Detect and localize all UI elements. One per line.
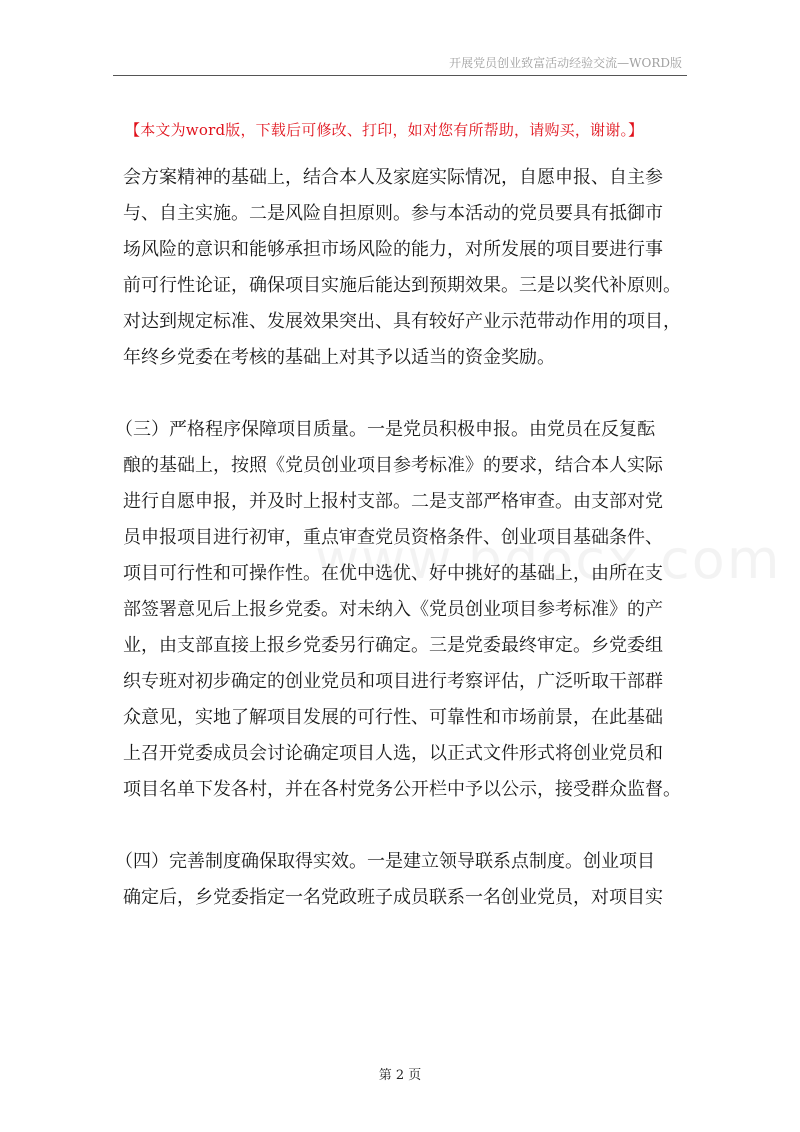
text-line: 员申报项目进行初审，重点审查党员资格条件、创业项目基础条件、 [123, 527, 663, 548]
text-line: 业，由支部直接上报乡党委另行确定。三是党委最终审定。乡党委组 [123, 635, 663, 656]
text-line: 酿的基础上，按照《党员创业项目参考标准》的要求，结合本人实际 [123, 455, 663, 476]
paragraph-gap [123, 808, 688, 844]
text-line: （三）严格程序保障项目质量。一是党员积极申报。由党员在反复酝 [115, 419, 655, 440]
text-line: 与、自主实施。二是风险自担原则。参与本活动的党员要具有抵御市 [123, 203, 663, 224]
header-divider [113, 75, 687, 76]
text-line: 项目可行性和可操作性。在优中选优、好中挑好的基础上，由所在支 [123, 563, 663, 584]
paragraph [115, 844, 688, 916]
running-header: 开展党员创业致富活动经验交流—WORD版 [449, 56, 682, 70]
paragraph [123, 160, 688, 376]
text-line: 上召开党委成员会讨论确定项目人选，以正式文件形式将创业党员和 [123, 743, 663, 764]
page-number: 第 2 页 [378, 1068, 422, 1083]
text-line: 部签署意见后上报乡党委。对未纳入《党员创业项目参考标准》的产 [123, 599, 663, 620]
paragraph [115, 412, 688, 808]
download-notice: 【本文为word版，下载后可修改、打印，如对您有所帮助，请购买，谢谢。】 [125, 121, 644, 139]
text-line: 项目名单下发各村，并在各村党务公开栏中予以公示，接受群众监督。 [123, 779, 681, 800]
text-line: 进行自愿申报，并及时上报村支部。二是支部严格审查。由支部对党 [123, 491, 663, 512]
paragraph-gap [123, 376, 688, 412]
text-line: 年终乡党委在考核的基础上对其予以适当的资金奖励。 [123, 347, 555, 368]
text-line: 众意见，实地了解项目发展的可行性、可靠性和市场前景，在此基础 [123, 707, 663, 728]
text-line: 对达到规定标准、发展效果突出、具有较好产业示范带动作用的项目， [123, 311, 681, 332]
watermark [315, 528, 781, 591]
text-line: 前可行性论证，确保项目实施后能达到预期效果。三是以奖代补原则。 [123, 275, 681, 296]
text-line: 确定后，乡党委指定一名党政班子成员联系一名创业党员，对项目实 [123, 887, 663, 908]
text-line: 场风险的意识和能够承担市场风险的能力，对所发展的项目要进行事 [123, 239, 663, 260]
text-line: 会方案精神的基础上，结合本人及家庭实际情况，自愿申报、自主参 [123, 167, 663, 188]
text-line: 织专班对初步确定的创业党员和项目进行考察评估，广泛听取干部群 [123, 671, 663, 692]
text-line: （四）完善制度确保取得实效。一是建立领导联系点制度。创业项目 [115, 851, 655, 872]
